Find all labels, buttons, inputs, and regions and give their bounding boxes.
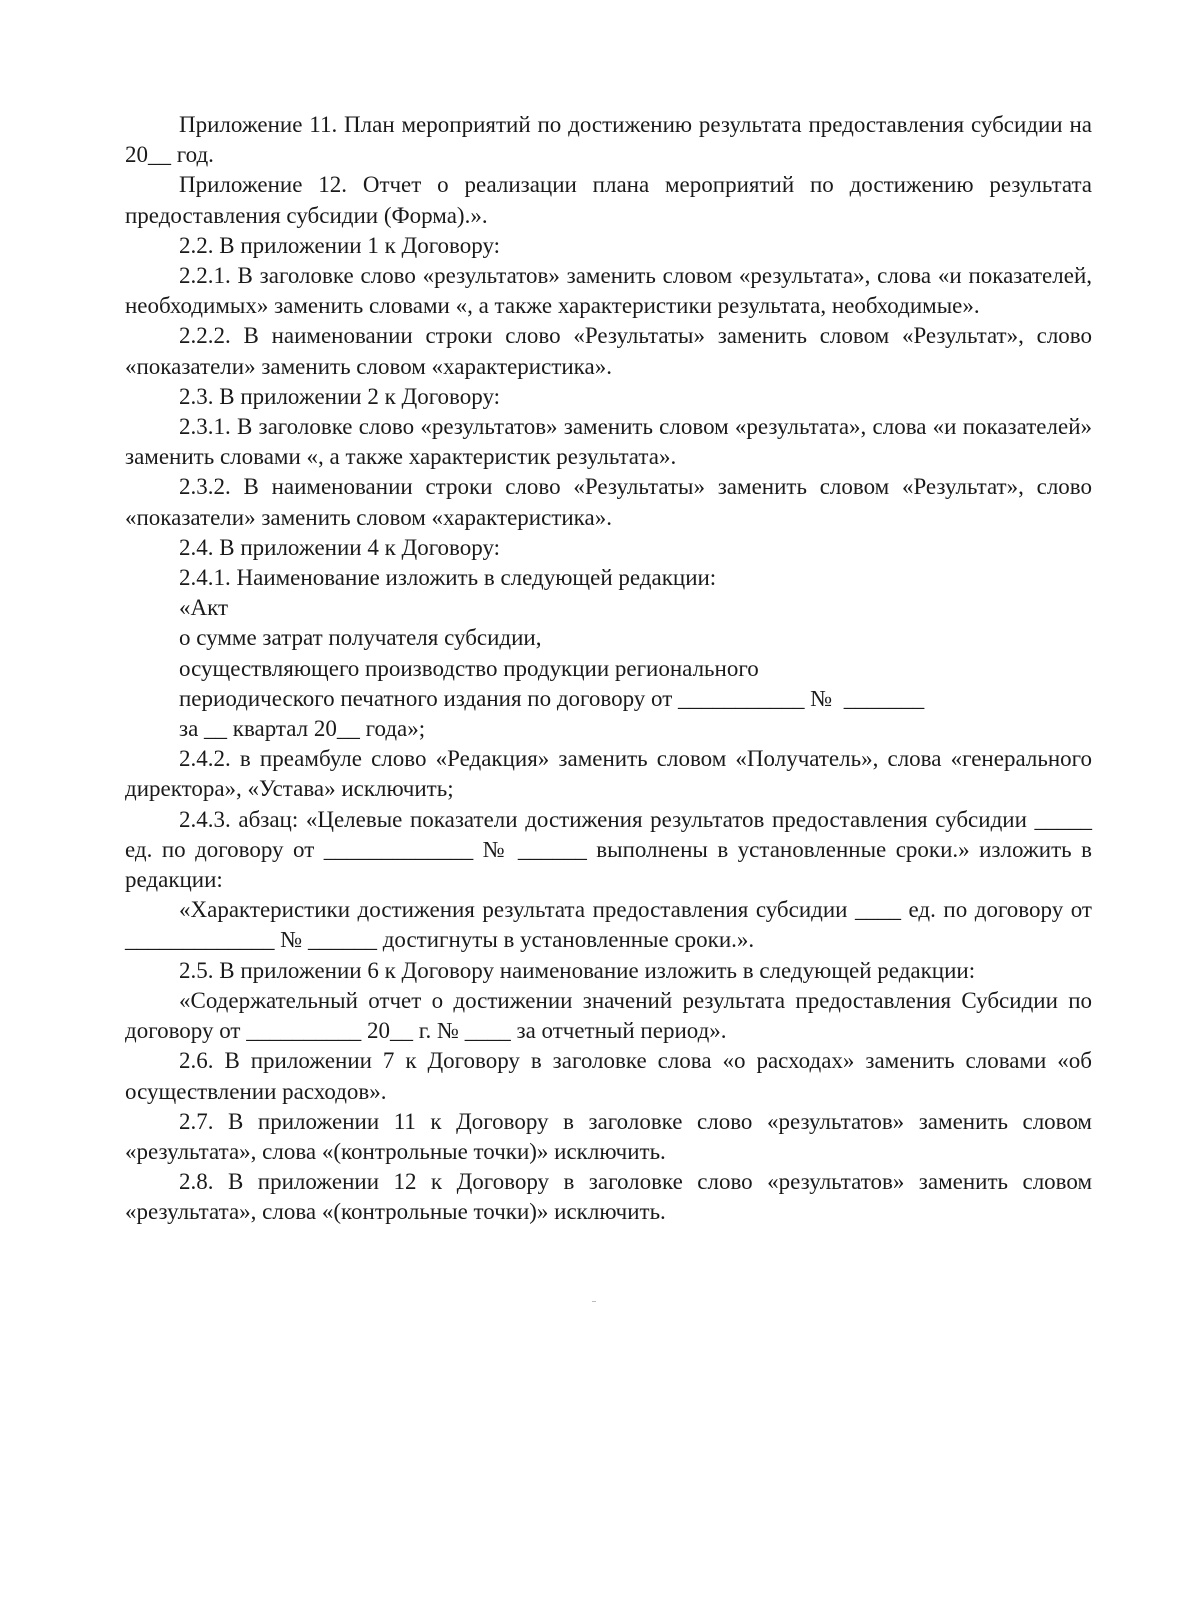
act-title-line-5: за __ квартал 20__ года»; (179, 716, 426, 742)
paragraph-2-4-2: 2.4.2. в преамбуле слово «Редакция» заменить словом «Получатель», слова «генерального директора», «Устава» исключить; (125, 746, 1092, 802)
paragraph-appendix-11: Приложение 11. План мероприятий по достижению результата предоставления субсидии на 20__ год. (125, 112, 1092, 168)
paragraph-2-2: 2.2. В приложении 1 к Договору: (179, 232, 501, 258)
paragraph-2-7: 2.7. В приложении 11 к Договору в заголовке слово «результатов» заменить словом «результата», слова «(контрольные точки)» исключить. (125, 1108, 1092, 1164)
paragraph-2-8: 2.8. В приложении 12 к Договору в заголовке слово «результатов» заменить словом «результата», слова «(контрольные точки)» исключить. (125, 1169, 1092, 1225)
paragraph-appendix-12: Приложение 12. Отчет о реализации плана мероприятий по достижению результата предоставления субсидии (Форма).». (125, 172, 1092, 228)
document-page (125, 110, 1092, 1228)
act-title-line-2: о сумме затрат получателя субсидии, (179, 625, 542, 651)
act-title-line-1: «Акт (179, 595, 229, 621)
act-title-line-3: осуществляющего производство продукции регионального (179, 655, 759, 681)
paragraph-2-3: 2.3. В приложении 2 к Договору: (179, 383, 501, 409)
paragraph-2-2-2: 2.2.2. В наименовании строки слово «Результаты» заменить словом «Результат», слово «показатели» заменить словом «характеристика». (125, 323, 1092, 379)
paragraph-2-4: 2.4. В приложении 4 к Договору: (179, 534, 501, 560)
scan-speck (592, 1301, 596, 1302)
paragraph-2-3-2: 2.3.2. В наименовании строки слово «Результаты» заменить словом «Результат», слово «показатели» заменить словом «характеристика». (125, 474, 1092, 530)
paragraph-2-5-new-text: «Содержательный отчет о достижении значений результата предоставления Субсидии по договору от __________ 20__ г. № ____ за отчетный период». (125, 987, 1092, 1044)
paragraph-2-5: 2.5. В приложении 6 к Договору наименование изложить в следующей редакции: (179, 957, 976, 983)
paragraph-2-6: 2.6. В приложении 7 к Договору в заголовке слова «о расходах» заменить словами «об осуществлении расходов». (125, 1048, 1092, 1104)
paragraph-2-4-3: 2.4.3. абзац: «Целевые показатели достижения результатов предоставления субсидии _____ ед. по договору от _____________ № ______ выполнены в установленные сроки.» изложить в редакции: (125, 806, 1092, 893)
paragraph-2-4-3-new-text: «Характеристики достижения результата предоставления субсидии ____ ед. по договору от _____________ № ______ достигнуты в установленные сроки.». (125, 897, 1092, 953)
act-title-line-4: периодического печатного издания по договору от ___________ № _______ (179, 685, 925, 711)
paragraph-2-2-1: 2.2.1. В заголовке слово «результатов» заменить словом «результата», слова «и показателей, необходимых» заменить словами «, а также характеристики результата, необходимые». (125, 263, 1092, 319)
paragraph-2-4-1: 2.4.1. Наименование изложить в следующей редакции: (179, 565, 717, 591)
paragraph-2-3-1: 2.3.1. В заголовке слово «результатов» заменить словом «результата», слова «и показателей» заменить словами «, а также характеристик результата». (125, 414, 1092, 470)
